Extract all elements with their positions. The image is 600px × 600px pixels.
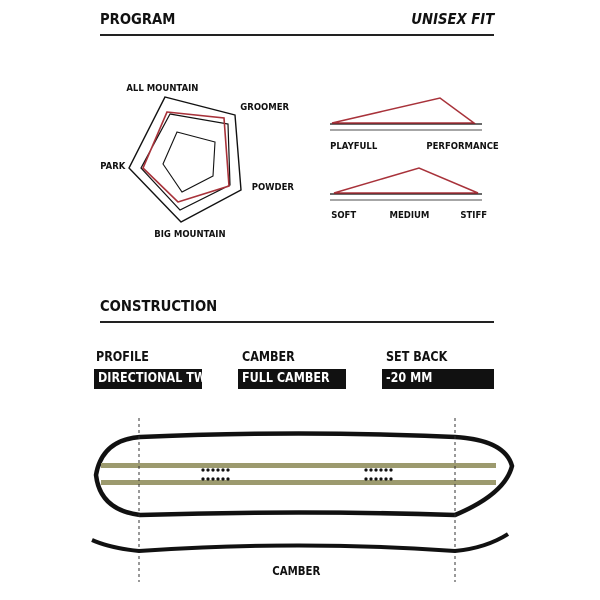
scale-1-right-label: PERFORMANCE bbox=[426, 141, 499, 152]
program-title: PROGRAM bbox=[100, 10, 176, 28]
spec-label-profile: PROFILE bbox=[96, 350, 149, 365]
board-camber-profile bbox=[92, 534, 508, 551]
board-stringer-top bbox=[101, 463, 496, 468]
radar-label-groomer: GROOMER bbox=[240, 102, 290, 113]
board-top-view bbox=[96, 418, 512, 582]
radar-label-big-mountain: BIG MOUNTAIN bbox=[154, 229, 226, 240]
scale-2-left-label: SOFT bbox=[331, 210, 357, 221]
profile-caption: CAMBER bbox=[272, 564, 321, 578]
binding-inserts-back bbox=[364, 468, 392, 480]
scale-1-left-label: PLAYFULL bbox=[330, 141, 378, 152]
construction-title: CONSTRUCTION bbox=[100, 297, 218, 315]
fit-title: UNISEX FIT bbox=[411, 10, 494, 28]
spec-value-camber-text: FULL CAMBER bbox=[242, 371, 330, 386]
radar-label-all-mountain: ALL MOUNTAIN bbox=[126, 83, 199, 94]
scale-2-middle-label: MEDIUM bbox=[389, 210, 430, 221]
radar-label-park: PARK bbox=[100, 161, 126, 172]
binding-inserts-front bbox=[201, 468, 229, 480]
scale-2-right-label: STIFF bbox=[460, 210, 488, 221]
spec-label-set-back: SET BACK bbox=[386, 350, 448, 365]
radar-label-powder: POWDER bbox=[251, 182, 294, 193]
board-outline bbox=[96, 434, 512, 516]
spec-value-profile-text: DIRECTIONAL TWIN bbox=[98, 371, 220, 386]
board-stringer-bottom bbox=[101, 480, 496, 485]
spec-value-set-back-text: -20 MM bbox=[386, 371, 433, 386]
spec-label-camber: CAMBER bbox=[242, 350, 295, 365]
